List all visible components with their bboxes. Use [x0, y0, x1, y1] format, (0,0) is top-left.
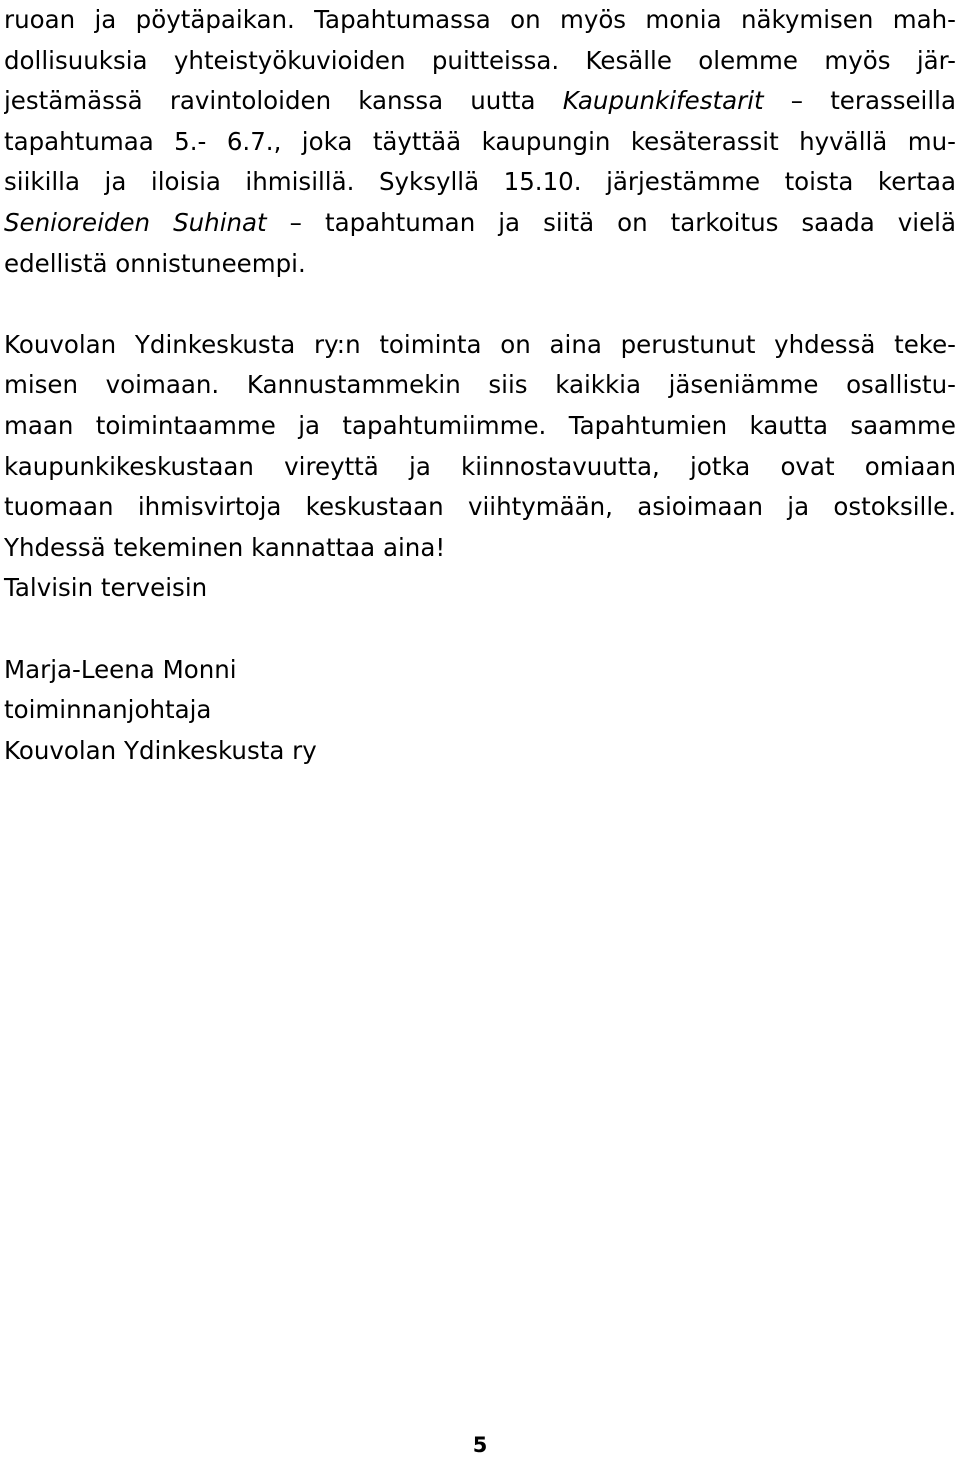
closing-greeting: Talvisin terveisin	[4, 573, 208, 603]
text-line: Kouvolan Ydinkeskusta ry:n toiminta on aina perustunut yhdessä teke-	[4, 329, 956, 359]
paragraph-cooperation	[4, 325, 956, 609]
document-page	[4, 0, 956, 771]
text-line: Yhdessä tekeminen kannattaa aina!	[4, 532, 446, 562]
text-line: tapahtumaa 5.- 6.7., joka täyttää kaupungin kesäterassit hyvällä mu-	[4, 126, 956, 156]
text-line: kaupunkikeskustaan vireyttä ja kiinnostavuutta, jotka ovat omiaan	[4, 451, 956, 481]
text-line: ruoan ja pöytäpaikan. Tapahtumassa on myös monia näkymisen mah-	[4, 5, 956, 34]
text-line: misen voimaan. Kannustammekin siis kaikkia jäseniämme osallistu-	[4, 370, 956, 400]
paragraph-gap	[4, 284, 956, 325]
text-line: dollisuuksia yhteistyökuvioiden puitteissa. Kesälle olemme myös jär-	[4, 45, 956, 75]
signature-organization: Kouvolan Ydinkeskusta ry	[4, 735, 317, 765]
text-line: edellistä onnistuneempi.	[4, 248, 306, 278]
signature-name: Marja-Leena Monni	[4, 654, 237, 684]
signature-role: toiminnanjohtaja	[4, 695, 212, 725]
paragraph-events	[4, 0, 956, 284]
text-segment: jestämässä ravintoloiden kanssa uutta	[4, 86, 563, 116]
text-segment: – terasseilla	[763, 86, 956, 116]
event-name-kaupunkifestarit: Kaupunkifestarit	[562, 86, 764, 116]
text-line: maan toimintaamme ja tapahtumiimme. Tapahtumien kautta saamme	[4, 410, 956, 440]
text-line	[4, 81, 956, 122]
event-name-senioreiden-suhinat: Senioreiden Suhinat	[4, 207, 267, 237]
paragraph-gap	[4, 609, 956, 650]
page-number: 5	[472, 1433, 488, 1457]
text-line: siikilla ja iloisia ihmisillä. Syksyllä 15.10. järjestämme toista kertaa	[4, 167, 956, 197]
text-line: tuomaan ihmisvirtoja keskustaan viihtymään, asioimaan ja ostoksille.	[4, 492, 956, 522]
signature-block	[4, 650, 956, 772]
text-segment: – tapahtuman ja siitä on tarkoitus saada vielä	[266, 207, 956, 237]
text-line	[4, 203, 956, 244]
